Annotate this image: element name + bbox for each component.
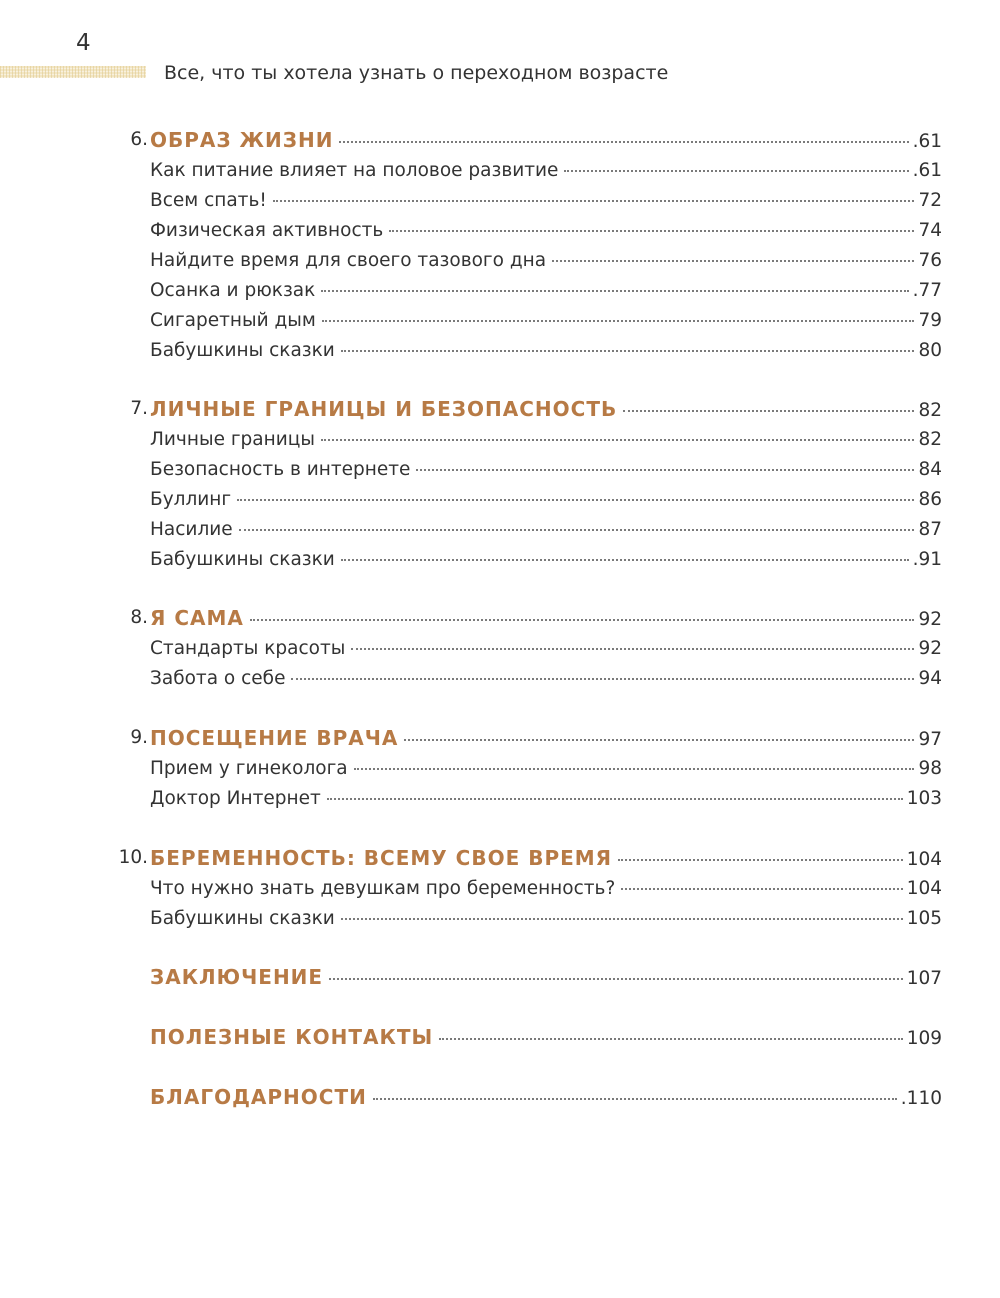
- toc-item[interactable]: [150, 458, 942, 482]
- toc-item[interactable]: [150, 249, 942, 273]
- item-title: Физическая активность: [150, 220, 384, 241]
- dot-leader: [618, 859, 903, 861]
- toc-contacts[interactable]: [150, 1025, 942, 1051]
- chapter-number: 10.: [118, 847, 148, 868]
- toc-item[interactable]: [150, 219, 942, 243]
- chapter-title: Я САМА: [150, 606, 244, 630]
- toc-chapter-9[interactable]: [130, 726, 942, 752]
- item-title: Стандарты красоты: [150, 638, 346, 659]
- dot-leader: [623, 410, 914, 412]
- section-title: БЛАГОДАРНОСТИ: [150, 1085, 367, 1109]
- page-ref: 72: [918, 190, 942, 211]
- page-ref: 105: [906, 908, 942, 929]
- dot-leader: [354, 768, 915, 770]
- page-ref: .61: [912, 131, 942, 152]
- chapter-number: 6.: [130, 129, 148, 150]
- dot-leader: [351, 648, 914, 650]
- page-ref: 87: [918, 519, 942, 540]
- page-ref: 74: [918, 220, 942, 241]
- toc-item[interactable]: [150, 279, 942, 303]
- item-title: Осанка и рюкзак: [150, 280, 316, 301]
- page-ref: .110: [900, 1088, 942, 1109]
- dot-leader: [621, 888, 902, 890]
- toc-conclusion[interactable]: [150, 965, 942, 991]
- toc-chapter-7[interactable]: [130, 397, 942, 423]
- running-title: Все, что ты хотела узнать о переходном возрасте: [164, 62, 669, 84]
- page-ref: 80: [918, 340, 942, 361]
- toc-item[interactable]: [150, 518, 942, 542]
- dot-leader: [273, 200, 915, 202]
- dot-leader: [389, 230, 914, 232]
- page-ref: 98: [918, 758, 942, 779]
- item-title: Насилие: [150, 519, 233, 540]
- header-decorative-band: [0, 66, 146, 78]
- item-title: Найдите время для своего тазового дна: [150, 250, 547, 271]
- item-title: Личные границы: [150, 429, 315, 450]
- dot-leader: [322, 320, 915, 322]
- page-ref: .61: [912, 160, 942, 181]
- page-number: 4: [76, 30, 91, 56]
- item-title: Бабушкины сказки: [150, 340, 335, 361]
- page-ref: 103: [906, 788, 942, 809]
- toc-item[interactable]: [150, 428, 942, 452]
- page-ref: 109: [906, 1028, 942, 1049]
- toc-item[interactable]: [150, 667, 942, 691]
- dot-leader: [329, 978, 903, 980]
- page-ref: 84: [918, 459, 942, 480]
- page-ref: 107: [906, 968, 942, 989]
- item-title: Буллинг: [150, 489, 232, 510]
- dot-leader: [416, 469, 914, 471]
- item-title: Что нужно знать девушкам про беременность?: [150, 878, 616, 899]
- toc-item[interactable]: [150, 309, 942, 333]
- toc-chapter-8[interactable]: [130, 606, 942, 632]
- toc-thanks[interactable]: [150, 1085, 942, 1111]
- chapter-title: ОБРАЗ ЖИЗНИ: [150, 128, 334, 152]
- page-ref: 104: [906, 878, 942, 899]
- item-title: Безопасность в интернете: [150, 459, 411, 480]
- dot-leader: [552, 260, 914, 262]
- toc-item[interactable]: [150, 787, 942, 811]
- dot-leader: [341, 559, 909, 561]
- dot-leader: [373, 1098, 897, 1100]
- chapter-number: 9.: [130, 727, 148, 748]
- item-title: Доктор Интернет: [150, 788, 321, 809]
- toc-item[interactable]: [150, 189, 942, 213]
- item-title: Как питание влияет на половое развитие: [150, 160, 559, 181]
- dot-leader: [237, 499, 914, 501]
- chapter-title: БЕРЕМЕННОСТЬ: ВСЕМУ СВОЕ ВРЕМЯ: [150, 846, 613, 870]
- toc-item[interactable]: [150, 339, 942, 363]
- page-ref: .91: [912, 549, 942, 570]
- section-title: ЗАКЛЮЧЕНИЕ: [150, 965, 324, 989]
- dot-leader: [439, 1038, 902, 1040]
- page-ref: 82: [918, 429, 942, 450]
- page-ref: .77: [912, 280, 942, 301]
- item-title: Сигаретный дым: [150, 310, 316, 331]
- section-title: ПОЛЕЗНЫЕ КОНТАКТЫ: [150, 1025, 434, 1049]
- dot-leader: [339, 141, 908, 143]
- page-ref: 86: [918, 489, 942, 510]
- chapter-title: ПОСЕЩЕНИЕ ВРАЧА: [150, 726, 399, 750]
- dot-leader: [327, 798, 903, 800]
- toc-chapter-6[interactable]: [130, 128, 942, 154]
- toc-item[interactable]: [150, 757, 942, 781]
- toc-chapter-10[interactable]: [118, 846, 942, 872]
- toc-item[interactable]: [150, 488, 942, 512]
- dot-leader: [321, 439, 915, 441]
- chapter-title: ЛИЧНЫЕ ГРАНИЦЫ И БЕЗОПАСНОСТЬ: [150, 397, 618, 421]
- item-title: Бабушкины сказки: [150, 908, 335, 929]
- toc-item[interactable]: [150, 159, 942, 183]
- item-title: Бабушкины сказки: [150, 549, 335, 570]
- dot-leader: [564, 170, 908, 172]
- item-title: Прием у гинеколога: [150, 758, 348, 779]
- toc-item[interactable]: [150, 877, 942, 901]
- dot-leader: [341, 350, 915, 352]
- dot-leader: [239, 529, 915, 531]
- page-ref: 104: [906, 849, 942, 870]
- page-ref: 92: [918, 638, 942, 659]
- item-title: Всем спать!: [150, 190, 267, 211]
- dot-leader: [250, 619, 915, 621]
- page-ref: 92: [918, 609, 942, 630]
- chapter-number: 8.: [130, 607, 148, 628]
- dot-leader: [404, 739, 914, 741]
- page-ref: 79: [918, 310, 942, 331]
- item-title: Забота о себе: [150, 668, 286, 689]
- toc-item[interactable]: [150, 548, 942, 572]
- toc-item[interactable]: [150, 907, 942, 931]
- page-ref: 82: [918, 400, 942, 421]
- toc-item[interactable]: [150, 637, 942, 661]
- page-ref: 97: [918, 729, 942, 750]
- page-ref: 76: [918, 250, 942, 271]
- dot-leader: [321, 290, 908, 292]
- dot-leader: [341, 918, 903, 920]
- chapter-number: 7.: [130, 398, 148, 419]
- dot-leader: [291, 678, 914, 680]
- page-ref: 94: [918, 668, 942, 689]
